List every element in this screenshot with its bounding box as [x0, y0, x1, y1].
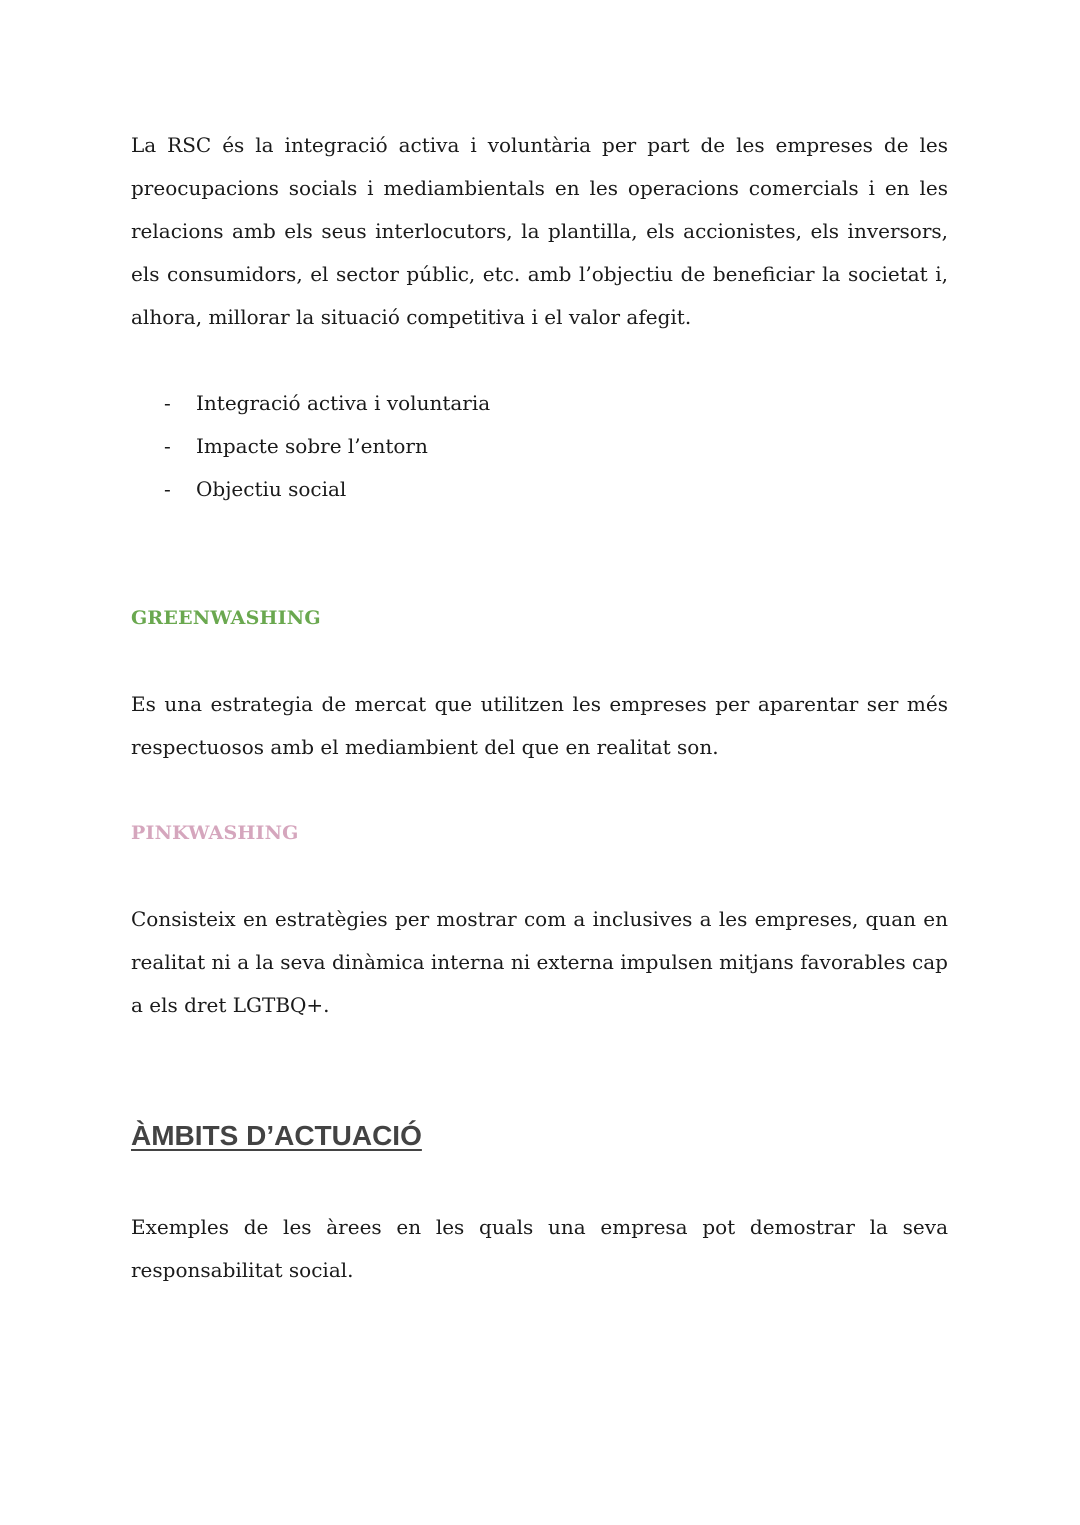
pinkwashing-paragraph: Consisteix en estratègies per mostrar com a inclusives a les empreses, quan en realitat ni a la seva dinàmica interna ni externa impulsen mitjans favorables cap a els dret LGTBQ+. — [131, 907, 948, 1017]
list-bullet: - — [164, 434, 171, 458]
list-bullet: - — [164, 477, 171, 501]
pinkwashing-heading: PINKWASHING — [131, 822, 299, 844]
rsc-definition-paragraph: La RSC és la integració activa i voluntària per part de les empreses de les preocupacions socials i mediambientals en les operacions comercials i en les relacions amb els seus interlocutors, la plantilla, els accionistes, els inversors, els consumidors, el sector públic, etc. amb l’objectiu de beneficiar la societat i, alhora, millorar la situació competitiva i el valor afegit. — [131, 133, 948, 329]
list-item — [131, 425, 490, 468]
list-item-text: Integració activa i voluntaria — [196, 391, 491, 415]
greenwashing-paragraph: Es una estrategia de mercat que utilitzen les empreses per aparentar ser més respectuosos amb el mediambient del que en realitat son. — [131, 692, 948, 759]
ambits-paragraph: Exemples de les àrees en les quals una empresa pot demostrar la seva responsabilitat social. — [131, 1215, 948, 1282]
ambits-heading: ÀMBITS D’ACTUACIÓ — [131, 1120, 422, 1151]
list-item-text: Impacte sobre l’entorn — [196, 434, 428, 458]
list-item-text: Objectiu social — [196, 477, 347, 501]
list-item — [131, 382, 490, 425]
greenwashing-heading: GREENWASHING — [131, 607, 321, 629]
list-bullet: - — [164, 391, 171, 415]
rsc-features-list — [131, 382, 490, 511]
list-item — [131, 468, 490, 511]
